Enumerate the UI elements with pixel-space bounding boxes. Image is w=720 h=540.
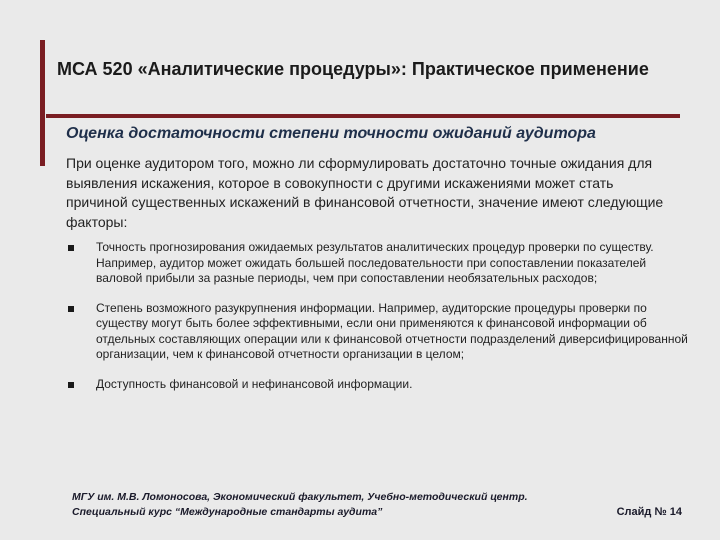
footer-source: МГУ им. М.В. Ломоносова, Экономический факультет, Учебно-методический центр. Специальный курс “Международные стандарты аудита”	[72, 491, 528, 518]
slide-number: Слайд № 14	[616, 506, 682, 518]
slide-title: МСА 520 «Аналитические процедуры»: Практическое применение	[57, 59, 649, 79]
factor-text: Степень возможного разукрупнения информации. Например, аудиторские процедуры проверки по существу могут быть более эффективными, если они применяются к финансовой информации об отдельных составляющих операции или к финансовой отчетности подразделений диверсифицированной организации, чем к финансовой отчетности организации в целом;	[96, 300, 688, 361]
factors-list	[66, 240, 694, 392]
accent-bar-vertical	[40, 40, 45, 166]
square-bullet-icon	[68, 245, 74, 251]
factor-text: Доступность финансовой и нефинансовой информации.	[96, 376, 413, 391]
slide-subtitle: Оценка достаточности степени точности ожиданий аудитора	[66, 125, 596, 142]
factor-item	[66, 301, 694, 363]
factor-text: Точность прогнозирования ожидаемых результатов аналитических процедур проверки по существу. Например, аудитор может ожидать большей последовательности при сопоставлении показателей валовой прибыли за разные периоды, чем при сопоставлении необязательных расходов;	[96, 240, 654, 285]
intro-paragraph: При оценке аудитором того, можно ли сформулировать достаточно точные ожидания для выявления искажения, которое в совокупности с другими искажениями может стать причиной существенных искажений в финансовой отчетности, значение имеют следующие факторы:	[66, 155, 664, 230]
square-bullet-icon	[68, 382, 74, 388]
square-bullet-icon	[68, 306, 74, 312]
accent-bar-horizontal	[46, 114, 680, 118]
factor-item	[66, 240, 694, 287]
factor-item	[66, 377, 694, 393]
